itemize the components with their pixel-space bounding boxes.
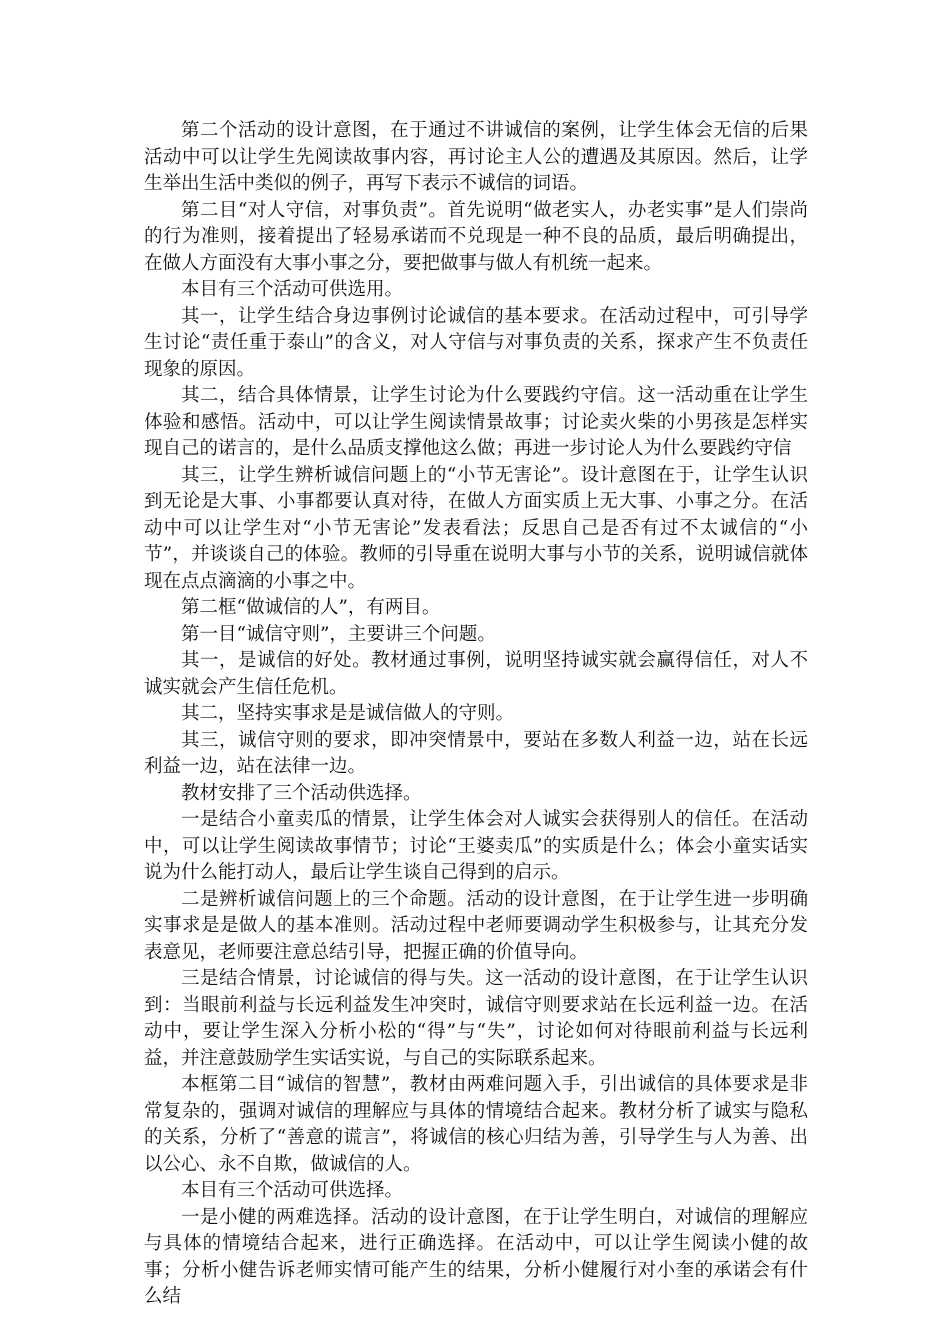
- paragraph-propositions-activity: 二是辨析诚信问题上的三个命题。活动的设计意图，在于让学生进一步明确实事求是是做人的基本准则。活动过程中老师要调动学生积极参与，让其充分发表意见，老师要注意总结引导，把握正确的价值导向。: [144, 888, 808, 963]
- paragraph-second-item-intro: 第二目“对人守信，对事负责”。首先说明“做老实人，办老实事”是人们崇尚的行为准则，接着提出了轻易承诺而不兑现是一种不良的品质，最后明确提出，在做人方面没有大事小事之分，要把做事与做人有机统一起来。: [144, 199, 808, 274]
- paragraph-point-one: 其一，是诚信的好处。教材通过事例，说明坚持诚实就会赢得信任，对人不诚实就会产生信任危机。: [144, 650, 808, 698]
- paragraph-dilemma-activity: 一是小健的两难选择。活动的设计意图，在于让学生明白，对诚信的理解应与具体的情境结合起来，进行正确选择。在活动中，可以让学生阅读小健的故事；分析小健告诉老师实情可能产生的结果，分析小健履行对小奎的承诺会有什么结: [144, 1206, 808, 1307]
- paragraph-three-activities: 本目有三个活动可供选用。: [181, 279, 404, 300]
- paragraph-activity-two: 其二，结合具体情景，让学生讨论为什么要践约守信。这一活动重在让学生体验和感悟。活动中，可以让学生阅读情景故事；讨论卖火柴的小男孩是怎样实现自己的诺言的，是什么品质支撑他这么做；再进一步讨论人为什么要践约守信: [144, 385, 808, 459]
- paragraph-activities-arranged: 教材安排了三个活动供选择。: [181, 782, 422, 804]
- paragraph-three-activities-choice: 本目有三个活动可供选择。: [181, 1180, 404, 1201]
- paragraph-gain-loss-activity: 三是结合情景，讨论诚信的得与失。这一活动的设计意图，在于让学生认识到：当眼前利益与长远利益发生冲突时，诚信守则要求站在长远利益一边。在活动中，要让学生深入分析小松的“得”与“失”，讨论如何对待眼前利益与长远利益，并注意鼓励学生实话实说，与自己的实际联系起来。: [144, 968, 808, 1069]
- paragraph-activity-three: 其三，让学生辨析诚信问题上的“小节无害论”。设计意图在于，让学生认识到无论是大事、小事都要认真对待，在做人方面实质上无大事、小事之分。在活动中可以让学生对“小节无害论”发表看法；反思自己是否有过不太诚信的“小节”，并谈谈自己的体验。教师的引导重在说明大事与小节的关系，说明诚信就体现在点点滴滴的小事之中。: [144, 464, 808, 592]
- paragraph-wisdom-item: 本框第二目“诚信的智慧”，教材由两难问题入手，引出诚信的具体要求是非常复杂的，强调对诚信的理解应与具体的情境结合起来。教材分析了诚实与隐私的关系，分析了“善意的谎言”，将诚信的核心归结为善，引导学生与人为善、出以公心、永不自欺，做诚信的人。: [144, 1074, 808, 1175]
- paragraph-second-frame: 第二框“做诚信的人”，有两目。: [181, 597, 441, 618]
- paragraph-point-three: 其三，诚信守则的要求，即冲突情景中，要站在多数人利益一边，站在长远利益一边，站在法律一边。: [144, 729, 808, 777]
- document-page: [144, 118, 808, 1311]
- paragraph-first-item: 第一目“诚信守则”，主要讲三个问题。: [181, 623, 496, 645]
- paragraph-point-two: 其二，坚持实事求是是诚信做人的守则。: [181, 703, 515, 724]
- paragraph-activity-one: 其一，让学生结合身边事例讨论诚信的基本要求。在活动过程中，可引导学生讨论“责任重于泰山”的含义，对人守信与对事负责的关系，探求产生不负责任现象的原因。: [144, 305, 808, 380]
- paragraph-activity-two-intent: 第二个活动的设计意图，在于通过不讲诚信的案例，让学生体会无信的后果活动中可以让学生先阅读故事内容，再讨论主人公的遭遇及其原因。然后，让学生举出生活中类似的例子，再写下表示不诚信的词语。: [144, 120, 808, 194]
- paragraph-melon-activity: 一是结合小童卖瓜的情景，让学生体会对人诚实会获得别人的信任。在活动中，可以让学生阅读故事情节；讨论“王婆卖瓜”的实质是什么；体会小童实话实说为什么能打动人，最后让学生谈自己得到的启示。: [144, 809, 808, 883]
